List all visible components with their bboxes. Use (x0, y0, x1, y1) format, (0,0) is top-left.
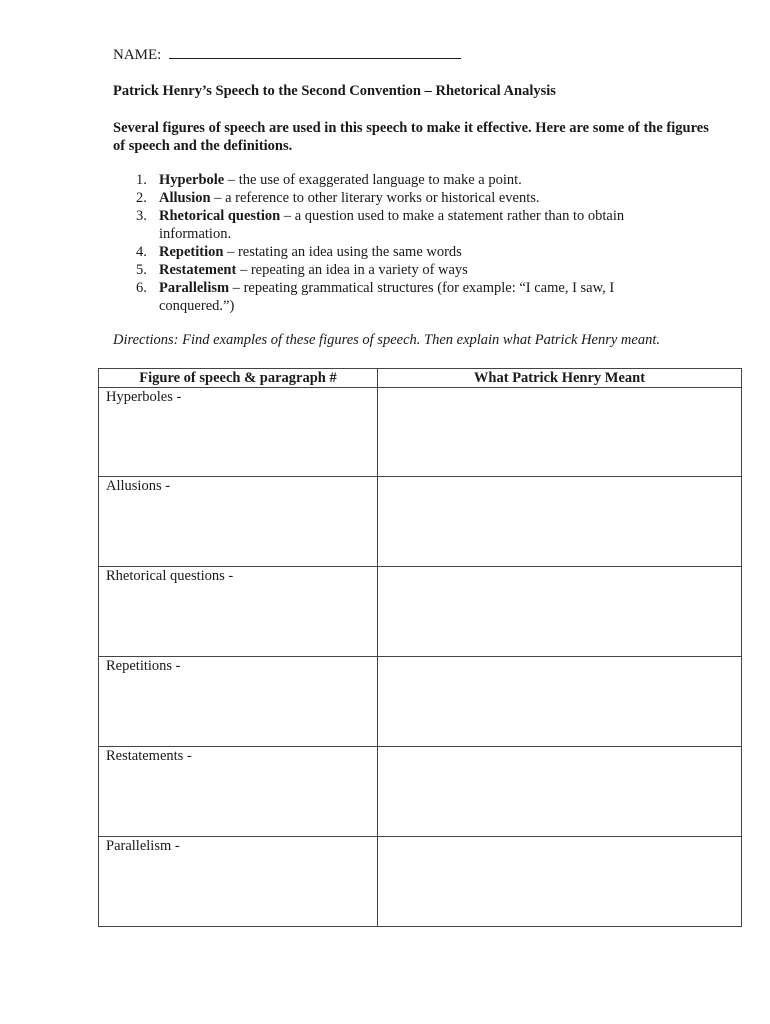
list-number: 5. (136, 262, 147, 278)
figure-term: Repetition (159, 244, 224, 260)
table-row (99, 567, 742, 657)
column-header-meaning: What Patrick Henry Meant (378, 369, 742, 388)
figure-term: Hyperbole (159, 172, 225, 188)
column-header-figure: Figure of speech & paragraph # (99, 369, 378, 388)
table-header-row (99, 369, 742, 388)
figure-term: Allusion (159, 190, 211, 206)
table-row (99, 388, 742, 477)
figure-term: Restatement (159, 262, 237, 278)
table-row (99, 657, 742, 747)
answer-cell[interactable] (378, 747, 742, 837)
name-label: NAME: (113, 47, 162, 63)
list-item (113, 261, 673, 279)
list-item (113, 243, 673, 261)
row-label-allusions[interactable]: Allusions - (99, 477, 378, 567)
answer-cell[interactable] (378, 388, 742, 477)
answer-cell[interactable] (378, 837, 742, 927)
intro-paragraph: Several figures of speech are used in this speech to make it effective. Here are some of the figures of speech and the definitions. (113, 120, 709, 154)
list-number: 2. (136, 190, 147, 206)
directions-text: Directions: Find examples of these figures of speech. Then explain what Patrick Henry meant. (113, 332, 660, 348)
name-blank-line[interactable] (169, 44, 461, 59)
list-number: 6. (136, 280, 147, 296)
worksheet-title: Patrick Henry’s Speech to the Second Convention – Rhetorical Analysis (113, 83, 556, 99)
table-row (99, 747, 742, 837)
analysis-table (98, 368, 742, 927)
figure-definition: – a question used to make a statement rather than to obtain information. (159, 208, 625, 242)
list-number: 3. (136, 208, 147, 224)
figure-term: Rhetorical question (159, 208, 281, 224)
row-label-hyperboles[interactable]: Hyperboles - (99, 388, 378, 477)
table-row (99, 837, 742, 927)
list-item (113, 279, 673, 315)
figures-of-speech-list (113, 171, 673, 315)
figure-definition: – repeating an idea in a variety of ways (236, 262, 468, 278)
row-label-parallelism[interactable]: Parallelism - (99, 837, 378, 927)
list-number: 1. (136, 172, 147, 188)
figure-definition: – restating an idea using the same words (223, 244, 462, 260)
figure-definition: – repeating grammatical structures (for example: “I came, I saw, I conquered.”) (159, 280, 615, 314)
answer-cell[interactable] (378, 477, 742, 567)
row-label-repetitions[interactable]: Repetitions - (99, 657, 378, 747)
figure-term: Parallelism (159, 280, 230, 296)
row-label-rhetorical-questions[interactable]: Rhetorical questions - (99, 567, 378, 657)
figure-definition: – the use of exaggerated language to make a point. (224, 172, 522, 188)
list-item (113, 189, 673, 207)
list-number: 4. (136, 244, 147, 260)
answer-cell[interactable] (378, 567, 742, 657)
answer-cell[interactable] (378, 657, 742, 747)
list-item (113, 171, 673, 189)
list-item (113, 207, 673, 243)
row-label-restatements[interactable]: Restatements - (99, 747, 378, 837)
figure-definition: – a reference to other literary works or historical events. (210, 190, 540, 206)
name-field (113, 44, 461, 64)
table-row (99, 477, 742, 567)
